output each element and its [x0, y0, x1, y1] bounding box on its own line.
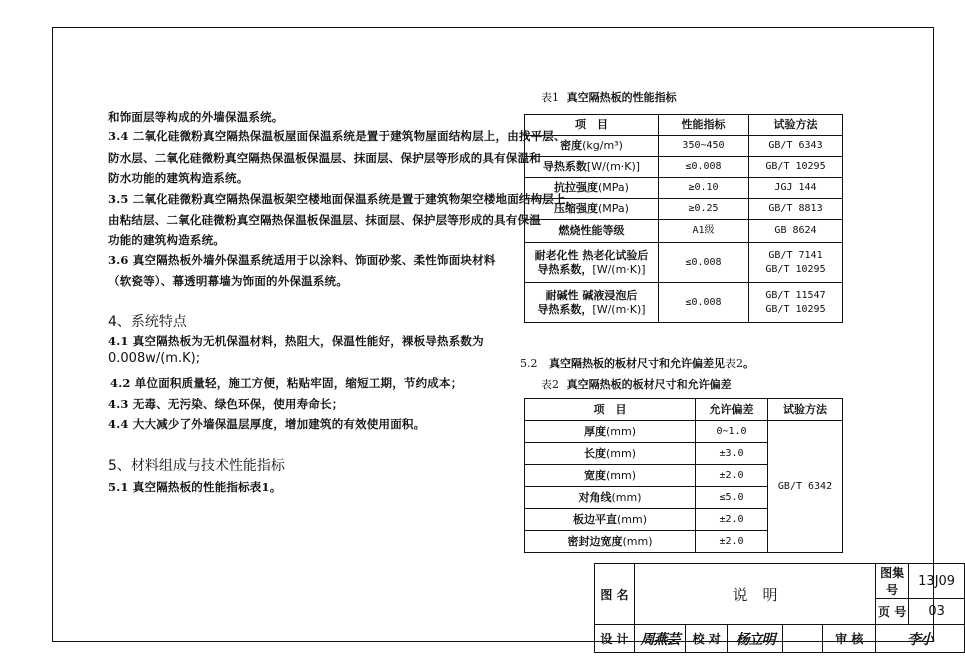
text-5-2 — [520, 355, 754, 371]
t2-unit: (mm) — [622, 534, 653, 548]
t1-item: 导热系数 — [542, 160, 587, 173]
table2-caption-text: 真空隔热板的板材尺寸和允许偏差 — [566, 378, 732, 391]
text-5-1: 5.1 真空隔热板的性能指标表1。 — [108, 480, 282, 494]
design-label: 设 计 — [595, 625, 635, 653]
atlas-number: 13J09 — [909, 564, 965, 599]
table-row — [525, 421, 843, 443]
table-row — [525, 157, 843, 178]
t1-method: GB 8624 — [749, 220, 843, 243]
t1-aging-method2: GB/T 10295 — [765, 263, 826, 275]
t1-alkali-method1: GB/T 11547 — [765, 289, 826, 301]
review-signature: 李小 — [876, 625, 965, 653]
t1-method: GB/T 10295 — [749, 157, 843, 178]
t1-item: 密度 — [560, 139, 583, 152]
table-row — [525, 220, 843, 243]
t1-aging-line2: 导热系数， — [537, 262, 593, 276]
t2-unit: (mm) — [611, 490, 642, 504]
page-number-label: 页 号 — [876, 599, 909, 625]
table-row — [525, 283, 843, 323]
text-5-2-end: 。 — [743, 357, 754, 370]
check-label: 校 对 — [686, 625, 728, 653]
t2-value: ±2.0 — [696, 465, 768, 487]
table-row — [525, 178, 843, 199]
text-4-3: 4.3 无毒、无污染、绿色环保，使用寿命长； — [108, 397, 344, 411]
table2-caption — [541, 376, 732, 392]
t1-header-method: 试验方法 — [749, 115, 843, 136]
t2-item: 宽度 — [583, 468, 606, 482]
blank-cell — [782, 625, 823, 653]
text-3-6-line2: （软瓷等）、幕透明幕墙为饰面的外保温系统。 — [108, 274, 348, 288]
t1-aging-unit: [W/(m·K)] — [592, 262, 646, 276]
figure-name-label: 图 名 — [595, 564, 635, 625]
design-signature: 周燕芸 — [634, 625, 685, 653]
table-row — [525, 199, 843, 220]
t2-item: 长度 — [583, 446, 606, 460]
t1-header-index: 性能指标 — [659, 115, 749, 136]
t2-item: 板边平直 — [572, 512, 617, 526]
atlas-number-label: 图集号 — [876, 564, 909, 599]
t1-alkali-unit: [W/(m·K)] — [592, 302, 646, 316]
t1-aging-method1: GB/T 7141 — [768, 249, 823, 261]
t2-value: ±3.0 — [696, 443, 768, 465]
t1-header-item: 项 目 — [525, 115, 659, 136]
text-intro: 和饰面层等构成的外墙保温系统。 — [108, 110, 284, 124]
text-3-5-line1: 3.5 二氧化硅微粉真空隔热保温板架空楼地面保温系统是置于建筑物架空楼地面结构层上， — [108, 192, 578, 206]
t1-value: ≥0.25 — [659, 199, 749, 220]
text-5-2-number: 5.2 — [520, 357, 538, 370]
text-3-4-line2: 防水层、二氧化硅微粉真空隔热保温板保温层、抹面层、保护层等形成的具有保温和 — [108, 151, 541, 165]
t1-item: 抗拉强度 — [554, 181, 599, 194]
t2-unit: (mm) — [605, 468, 636, 482]
t1-item: 压缩强度 — [554, 202, 599, 215]
t1-alkali-value: ≤0.008 — [659, 283, 749, 323]
performance-table — [524, 114, 843, 323]
t1-value: A1级 — [659, 220, 749, 243]
t1-alkali-line2: 导热系数， — [537, 302, 593, 316]
t2-value: 0~1.0 — [696, 421, 768, 443]
heading-section-4: 4、系统特点 — [108, 314, 187, 330]
text-5-2-body: 真空隔热板的板材尺寸和允许偏差见 — [549, 357, 725, 370]
t1-value: ≤0.008 — [659, 157, 749, 178]
table1-caption — [541, 89, 677, 105]
t1-value: ≥0.10 — [659, 178, 749, 199]
t2-value: ±2.0 — [696, 531, 768, 553]
title-block — [594, 563, 965, 653]
t1-item: 燃烧性能等级 — [525, 220, 659, 243]
t2-item: 密封边宽度 — [567, 534, 623, 548]
t1-alkali-method2: GB/T 10295 — [765, 303, 826, 315]
t1-aging-line1: 耐老化性 热老化试验后 — [534, 248, 649, 262]
t2-item: 厚度 — [583, 424, 606, 438]
t2-item: 对角线 — [578, 490, 612, 504]
heading-section-5: 5、材料组成与技术性能指标 — [108, 458, 285, 474]
text-3-4-line1: 3.4 二氧化硅微粉真空隔热保温板屋面保温系统是置于建筑物屋面结构层上，由找平层、 — [108, 129, 566, 143]
t1-method: GB/T 8813 — [749, 199, 843, 220]
text-3-6-line1: 3.6 真空隔热板外墙外保温系统适用于以涂料、饰面砂浆、柔性饰面块材料 — [108, 253, 496, 267]
t2-unit: (mm) — [605, 424, 636, 438]
t1-method: GB/T 6343 — [749, 136, 843, 157]
t1-unit: (MPa) — [598, 202, 629, 215]
text-3-5-line2: 由粘结层、二氧化硅微粉真空隔热保温板保温层、抹面层、保护层等形成的具有保温 — [108, 213, 541, 227]
figure-name: 说 明 — [634, 564, 875, 625]
t1-unit: (kg/m³) — [582, 139, 623, 152]
text-4-1-line2: 0.008w/(m.K); — [108, 351, 201, 366]
text-4-1-line1: 4.1 真空隔热板为无机保温材料，热阻大，保温性能好，裸板导热系数为 — [108, 334, 484, 348]
text-4-4: 4.4 大大减少了外墙保温层厚度，增加建筑的有效使用面积。 — [108, 417, 426, 431]
table2-caption-number: 表2 — [541, 378, 559, 391]
table-row — [525, 243, 843, 283]
page-number: 03 — [909, 599, 965, 625]
t1-alkali-line1: 耐碱性 碱液浸泡后 — [545, 288, 638, 302]
check-signature: 杨立明 — [728, 625, 782, 653]
t2-unit: (mm) — [616, 512, 647, 526]
t2-method: GB/T 6342 — [768, 421, 843, 553]
t1-value: 350~450 — [659, 136, 749, 157]
table-row — [525, 136, 843, 157]
text-4-2: 4.2 单位面积质量轻，施工方便，粘贴牢固，缩短工期，节约成本； — [110, 376, 463, 390]
t1-aging-value: ≤0.008 — [659, 243, 749, 283]
t1-method: JGJ 144 — [749, 178, 843, 199]
table1-caption-text: 真空隔热板的性能指标 — [566, 91, 677, 104]
text-5-2-ref: 表2 — [725, 357, 743, 370]
t2-value: ≤5.0 — [696, 487, 768, 509]
text-3-4-line3: 防水功能的建筑构造系统。 — [108, 171, 249, 185]
review-label: 审 核 — [823, 625, 876, 653]
t2-value: ±2.0 — [696, 509, 768, 531]
text-3-5-line3: 功能的建筑构造系统。 — [108, 233, 225, 247]
t2-header-item: 项 目 — [525, 399, 696, 421]
t2-header-method: 试验方法 — [768, 399, 843, 421]
dimension-tolerance-table — [524, 398, 843, 553]
t1-unit: (MPa) — [598, 181, 629, 194]
t2-unit: (mm) — [605, 446, 636, 460]
t2-header-tolerance: 允许偏差 — [696, 399, 768, 421]
table1-caption-number: 表1 — [541, 91, 559, 104]
t1-unit: [W/(m·K)] — [586, 160, 641, 173]
